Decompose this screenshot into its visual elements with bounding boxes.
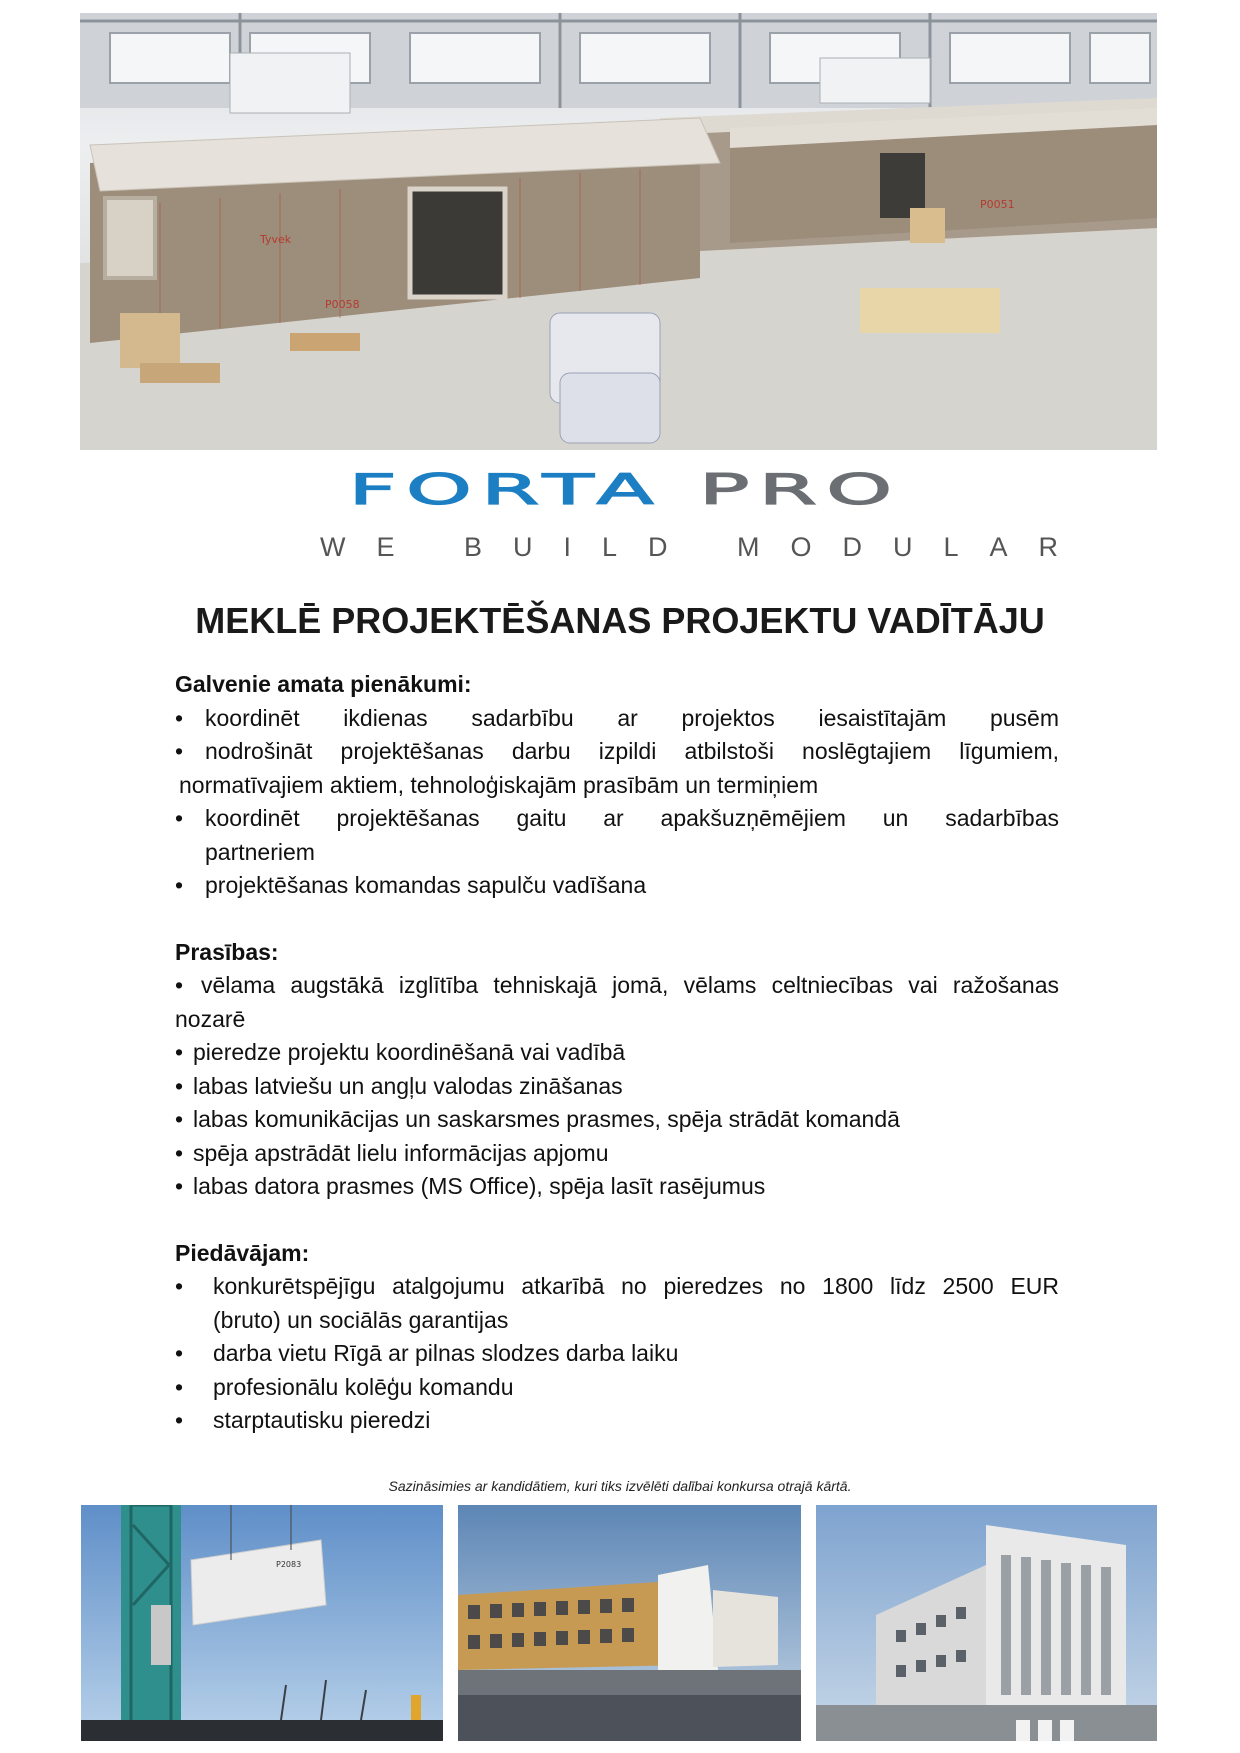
list-item [175,735,1059,769]
hero-label-tyvek: Tyvek [260,233,292,246]
list-item [175,1404,1059,1438]
bullet: • [175,1072,184,1099]
logo-forta: FORTA [348,465,664,515]
bullet: • [175,1173,184,1199]
photo-hotel-building [458,1505,801,1741]
list-item [175,1137,1059,1171]
job-description [175,668,1059,1438]
list-item [175,1103,1059,1137]
bullet: • [175,1139,184,1166]
footnote: Sazināsimies ar kandidātiem, kuri tiks izvēlēti dalībai konkursa otrajā kārtā. [388,1478,852,1494]
list-item [175,869,1059,903]
list-item [175,1371,1059,1405]
req-1-cont: nozarē [175,1005,246,1032]
bullet: • [175,972,184,998]
req-6: labas datora prasmes (MS Office), spēja lasīt rasējumus [193,1173,766,1199]
bullet: • [175,1340,184,1366]
crane-module-label: P2083 [276,1560,302,1569]
offer-heading: Piedāvājam: [175,1239,310,1266]
req-2: pieredze projektu koordinēšanā vai vadībā [193,1039,626,1065]
offer-4: starptautisku pieredzi [213,1407,431,1433]
list-item [175,1270,1059,1304]
forta-pro-logo [348,462,902,518]
list-item [175,969,1059,1003]
bullet: • [175,805,184,831]
offer-3: profesionālu kolēģu komandu [213,1373,514,1400]
req-3: labas latviešu un angļu valodas zināšanas [193,1072,623,1099]
duty-4: projektēšanas komandas sapulču vadīšana [205,872,647,898]
req-5: spēja apstrādāt lielu informācijas apjomu [193,1139,609,1166]
logo-tagline: WE BUILD MODULAR [320,532,1090,562]
bullet: • [175,1106,184,1132]
duty-3-cont: partneriem [205,838,315,865]
duties-heading: Galvenie amata pienākumi: [175,671,472,697]
list-item [175,1070,1059,1104]
hero-factory-photo [80,13,1157,450]
bullet: • [175,872,184,898]
photo-modular-apartments [816,1505,1157,1741]
bullet: • [175,1373,184,1400]
requirements-heading: Prasības: [175,938,279,965]
page-title: MEKLĒ PROJEKTĒŠANAS PROJEKTU VADĪTĀJU [195,600,1045,641]
list-item [175,1170,1059,1204]
duty-1: koordinēt ikdienas sadarbību ar projektos iesaistītajām pusēm [205,704,1059,731]
offer-1-cont: (bruto) un sociālās garantijas [213,1306,509,1333]
logo-pro: PRO [698,465,902,515]
hero-label-p0051: P0051 [980,198,1015,211]
duty-3: koordinēt projektēšanas gaitu ar apakšuzņēmējiem un sadarbības [205,805,1059,831]
offer-2: darba vietu Rīgā ar pilnas slodzes darba laiku [213,1340,679,1366]
list-item [175,1337,1059,1371]
duty-2-cont: normatīvajiem aktiem, tehnoloģiskajām prasībām un termiņiem [179,771,819,798]
bullet: • [175,1039,184,1065]
list-item [175,702,1059,736]
duty-2: nodrošināt projektēšanas darbu izpildi atbilstoši noslēgtajiem līgumiem, [205,738,1059,764]
photo-crane-module [81,1505,443,1741]
list-item [175,802,1059,836]
bullet: • [175,1407,184,1433]
bullet: • [175,738,184,764]
bullet: • [175,1273,184,1299]
hero-label-p0058: P0058 [325,298,360,311]
req-4: labas komunikācijas un saskarsmes prasmes, spēja strādāt komandā [193,1106,900,1132]
bullet: • [175,704,184,731]
list-item [175,1036,1059,1070]
req-1: vēlama augstākā izglītība tehniskajā jomā, vēlams celtniecības vai ražošanas [201,972,1059,998]
offer-1: konkurētspējīgu atalgojumu atkarībā no pieredzes no 1800 līdz 2500 EUR [213,1273,1059,1299]
